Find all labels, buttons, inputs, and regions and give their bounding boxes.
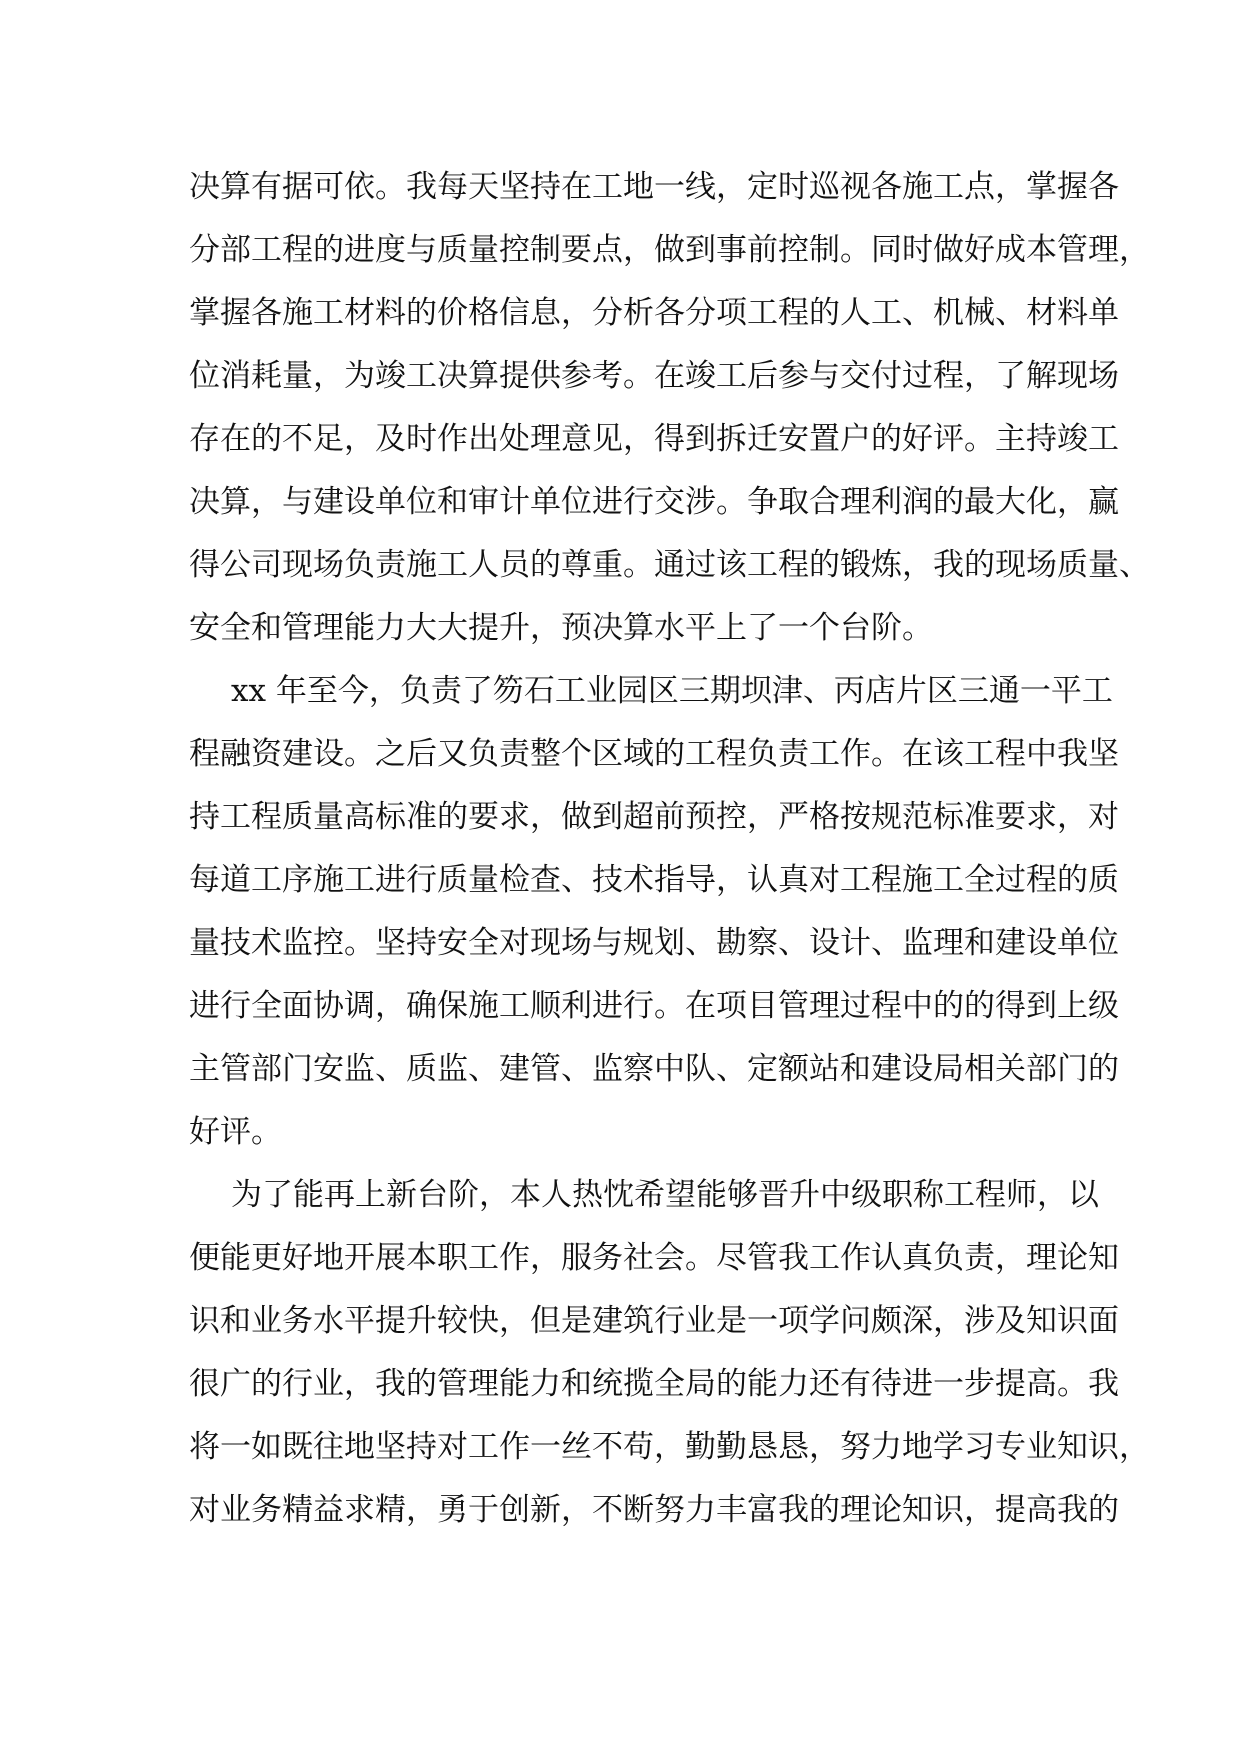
paragraph-3-line-4: 很广的行业，我的管理能力和统揽全局的能力还有待进一步提高。我 bbox=[189, 1366, 1119, 1402]
paragraph-1-line-1: 决算有据可依。我每天坚持在工地一线，定时巡视各施工点，掌握各 bbox=[189, 169, 1119, 205]
paragraph-2-line-4: 每道工序施工进行质量检查、技术指导，认真对工程施工全过程的质 bbox=[189, 862, 1119, 898]
paragraph-3-line-2: 便能更好地开展本职工作，服务社会。尽管我工作认真负责，理论知 bbox=[189, 1240, 1119, 1276]
paragraph-2-line-5: 量技术监控。坚持安全对现场与规划、勘察、设计、监理和建设单位 bbox=[189, 925, 1119, 961]
paragraph-1-line-3: 掌握各施工材料的价格信息，分析各分项工程的人工、机械、材料单 bbox=[189, 295, 1119, 331]
paragraph-2-line-1: xx 年至今，负责了笏石工业园区三期坝津、丙店片区三通一平工 bbox=[231, 673, 1113, 709]
paragraph-3-line-5: 将一如既往地坚持对工作一丝不苟，勤勤恳恳，努力地学习专业知识， bbox=[189, 1429, 1150, 1465]
paragraph-2-line-6: 进行全面协调，确保施工顺利进行。在项目管理过程中的的得到上级 bbox=[189, 988, 1119, 1024]
paragraph-1-line-7: 得公司现场负责施工人员的尊重。通过该工程的锻炼，我的现场质量、 bbox=[189, 547, 1150, 583]
paragraph-3-line-1: 为了能再上新台阶，本人热忱希望能够晋升中级职称工程师，以 bbox=[231, 1177, 1099, 1213]
paragraph-1-line-6: 决算，与建设单位和审计单位进行交涉。争取合理利润的最大化，赢 bbox=[189, 484, 1119, 520]
paragraph-2-line-2: 程融资建设。之后又负责整个区域的工程负责工作。在该工程中我坚 bbox=[189, 736, 1119, 772]
paragraph-3-line-6: 对业务精益求精，勇于创新，不断努力丰富我的理论知识，提高我的 bbox=[189, 1492, 1119, 1528]
paragraph-3-line-3: 识和业务水平提升较快，但是建筑行业是一项学问颇深，涉及知识面 bbox=[189, 1303, 1119, 1339]
paragraph-1-line-2: 分部工程的进度与质量控制要点，做到事前控制。同时做好成本管理， bbox=[189, 232, 1150, 268]
paragraph-2-line-3: 持工程质量高标准的要求，做到超前预控，严格按规范标准要求，对 bbox=[189, 799, 1119, 835]
body-text bbox=[189, 156, 1150, 1542]
paragraph-2-line-8: 好评。 bbox=[189, 1114, 282, 1150]
paragraph-1-line-4: 位消耗量，为竣工决算提供参考。在竣工后参与交付过程，了解现场 bbox=[189, 358, 1119, 394]
paragraph-1-line-8: 安全和管理能力大大提升，预决算水平上了一个台阶。 bbox=[189, 610, 933, 646]
paragraph-1-line-5: 存在的不足，及时作出处理意见，得到拆迁安置户的好评。主持竣工 bbox=[189, 421, 1119, 457]
paragraph-2-line-7: 主管部门安监、质监、建管、监察中队、定额站和建设局相关部门的 bbox=[189, 1051, 1119, 1087]
